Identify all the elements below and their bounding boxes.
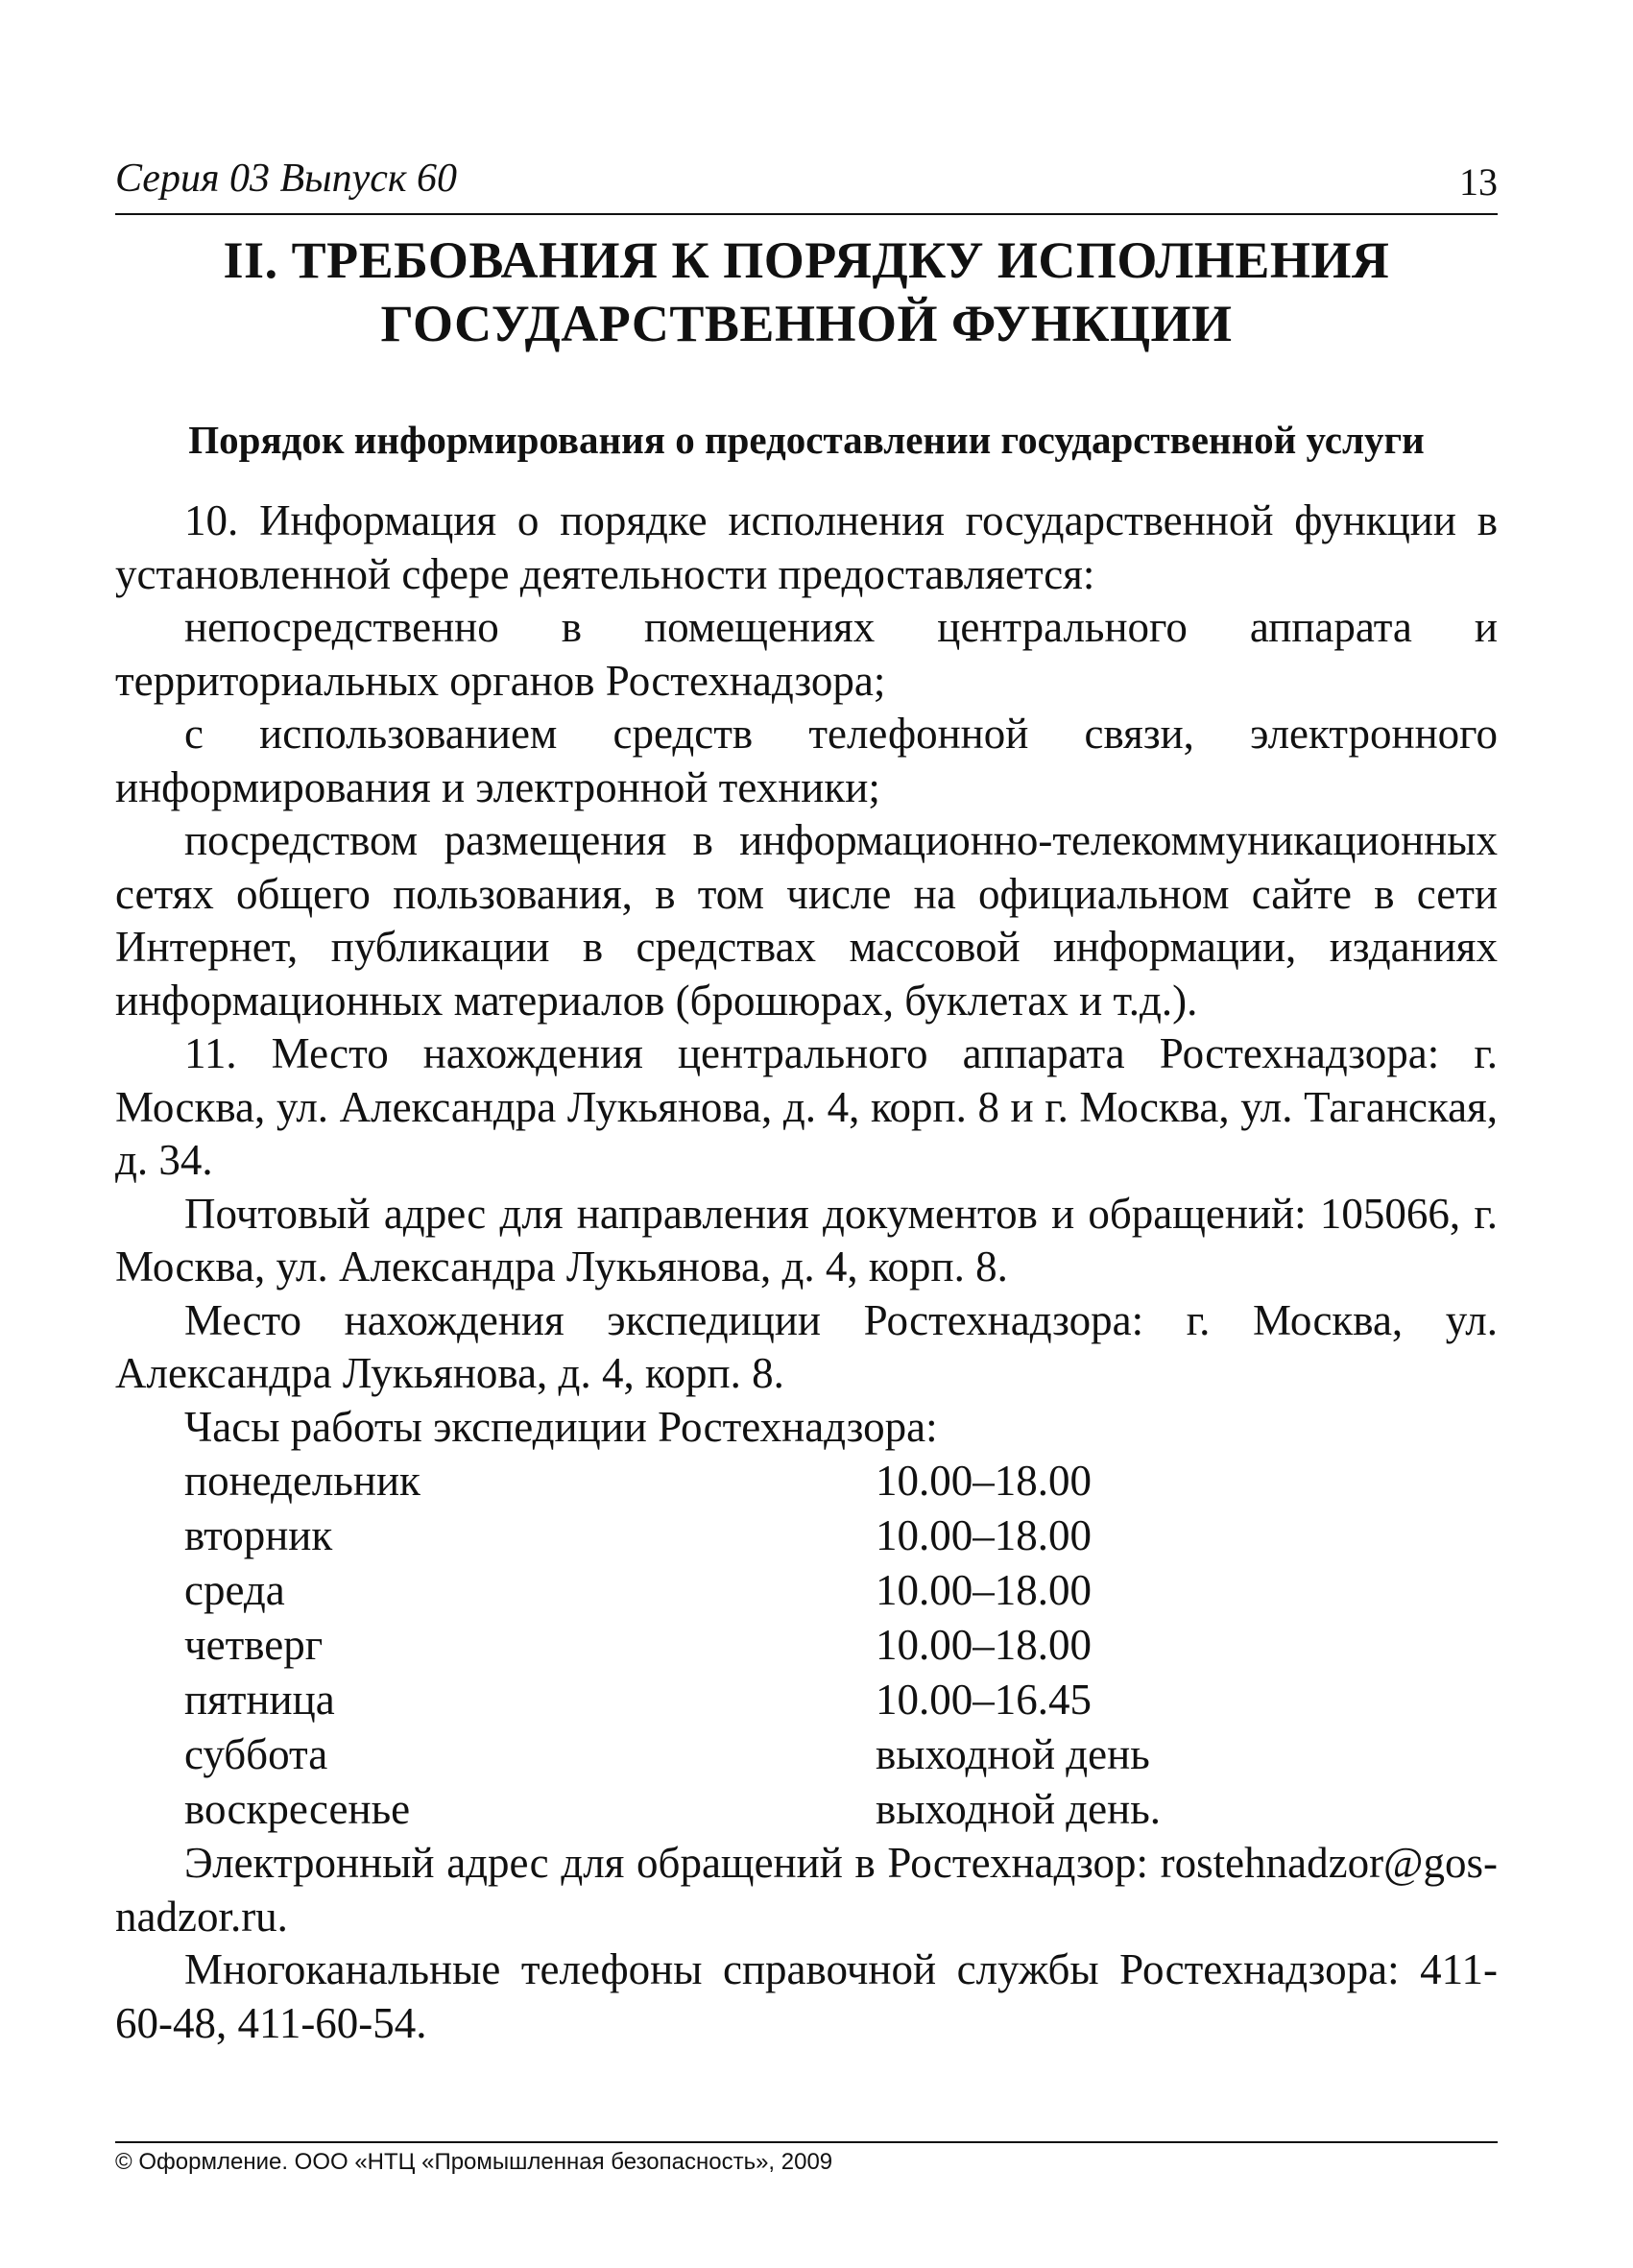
chapter-title-line-1: II. ТРЕБОВАНИЯ К ПОРЯДКУ ИСПОЛНЕНИЯ xyxy=(223,231,1390,289)
running-header xyxy=(115,154,1498,215)
copyright-footer: © Оформление. ООО «НТЦ «Промышленная безопасность», 2009 xyxy=(115,2149,833,2175)
hours-time: 10.00–18.00 xyxy=(876,1621,1092,1669)
hours-time: 10.00–18.00 xyxy=(876,1566,1092,1614)
hours-row xyxy=(184,1782,1498,1837)
paragraph-telephone: с использованием средств телефонной связи, электронного информирования и электронной техники; xyxy=(115,710,1498,811)
hours-day: воскресенье xyxy=(184,1785,411,1833)
paragraph-email: Электронный адрес для обращений в Ростехнадзор: rostehnadzor@gos-nadzor.ru. xyxy=(115,1839,1498,1941)
hours-day: понедельник xyxy=(184,1457,420,1505)
hours-day: суббота xyxy=(184,1730,328,1778)
hours-time: выходной день. xyxy=(876,1785,1162,1833)
paragraph-premises: непосредственно в помещениях центрального аппарата и территориальных органов Ростехнадзора; xyxy=(115,603,1498,705)
paragraph-hours-intro: Часы работы экспедиции Ростехнадзора: xyxy=(184,1402,938,1451)
paragraph-networks: посредством размещения в информационно-телекоммуникационных сетях общего пользования, в том числе на официальном сайте в сети Интернет, публикации в средствах массовой информации, изданиях информационных материалов (брошюрах, буклетах и т.д.). xyxy=(115,816,1498,1025)
section-title: Порядок информирования о предоставлении государственной услуги xyxy=(188,418,1425,462)
paragraph-10: 10. Информация о порядке исполнения государственной функции в установленной сфере деятельности предоставляется: xyxy=(115,496,1498,598)
hours-time: 10.00–18.00 xyxy=(876,1511,1092,1559)
chapter-title-line-2: ГОСУДАРСТВЕННОЙ ФУНКЦИИ xyxy=(380,295,1233,352)
paragraph-11: 11. Место нахождения центрального аппарата Ростехнадзора: г. Москва, ул. Александра Лукьянова, д. 4, корп. 8 и г. Москва, ул. Таганская, д. 34. xyxy=(115,1029,1498,1184)
hours-row xyxy=(184,1454,1498,1508)
paragraph-phones: Многоканальные телефоны справочной службы Ростехнадзора: 411-60-48, 411-60-54. xyxy=(115,1945,1498,2047)
document-body xyxy=(115,495,1498,2050)
page-number: 13 xyxy=(1459,160,1498,204)
working-hours-table xyxy=(184,1454,1498,1837)
hours-day: вторник xyxy=(184,1511,333,1559)
hours-row xyxy=(184,1563,1498,1618)
paragraph-expedition-location: Место нахождения экспедиции Ростехнадзора: г. Москва, ул. Александра Лукьянова, д. 4, корп. 8. xyxy=(115,1295,1498,1397)
paragraph-postal-address: Почтовый адрес для направления документов и обращений: 105066, г. Москва, ул. Александра Лукьянова, д. 4, корп. 8. xyxy=(115,1189,1498,1291)
chapter-title xyxy=(115,229,1498,355)
hours-row xyxy=(184,1508,1498,1563)
footer-divider xyxy=(115,2141,1498,2143)
hours-day: пятница xyxy=(184,1676,335,1724)
hours-row xyxy=(184,1673,1498,1727)
hours-row xyxy=(184,1618,1498,1673)
hours-day: среда xyxy=(184,1566,285,1614)
hours-time: выходной день xyxy=(876,1730,1150,1778)
series-label: Серия 03 Выпуск 60 xyxy=(115,157,457,201)
hours-time: 10.00–16.45 xyxy=(876,1676,1092,1724)
hours-day: четверг xyxy=(184,1621,324,1669)
hours-time: 10.00–18.00 xyxy=(876,1457,1092,1505)
hours-row xyxy=(184,1727,1498,1782)
